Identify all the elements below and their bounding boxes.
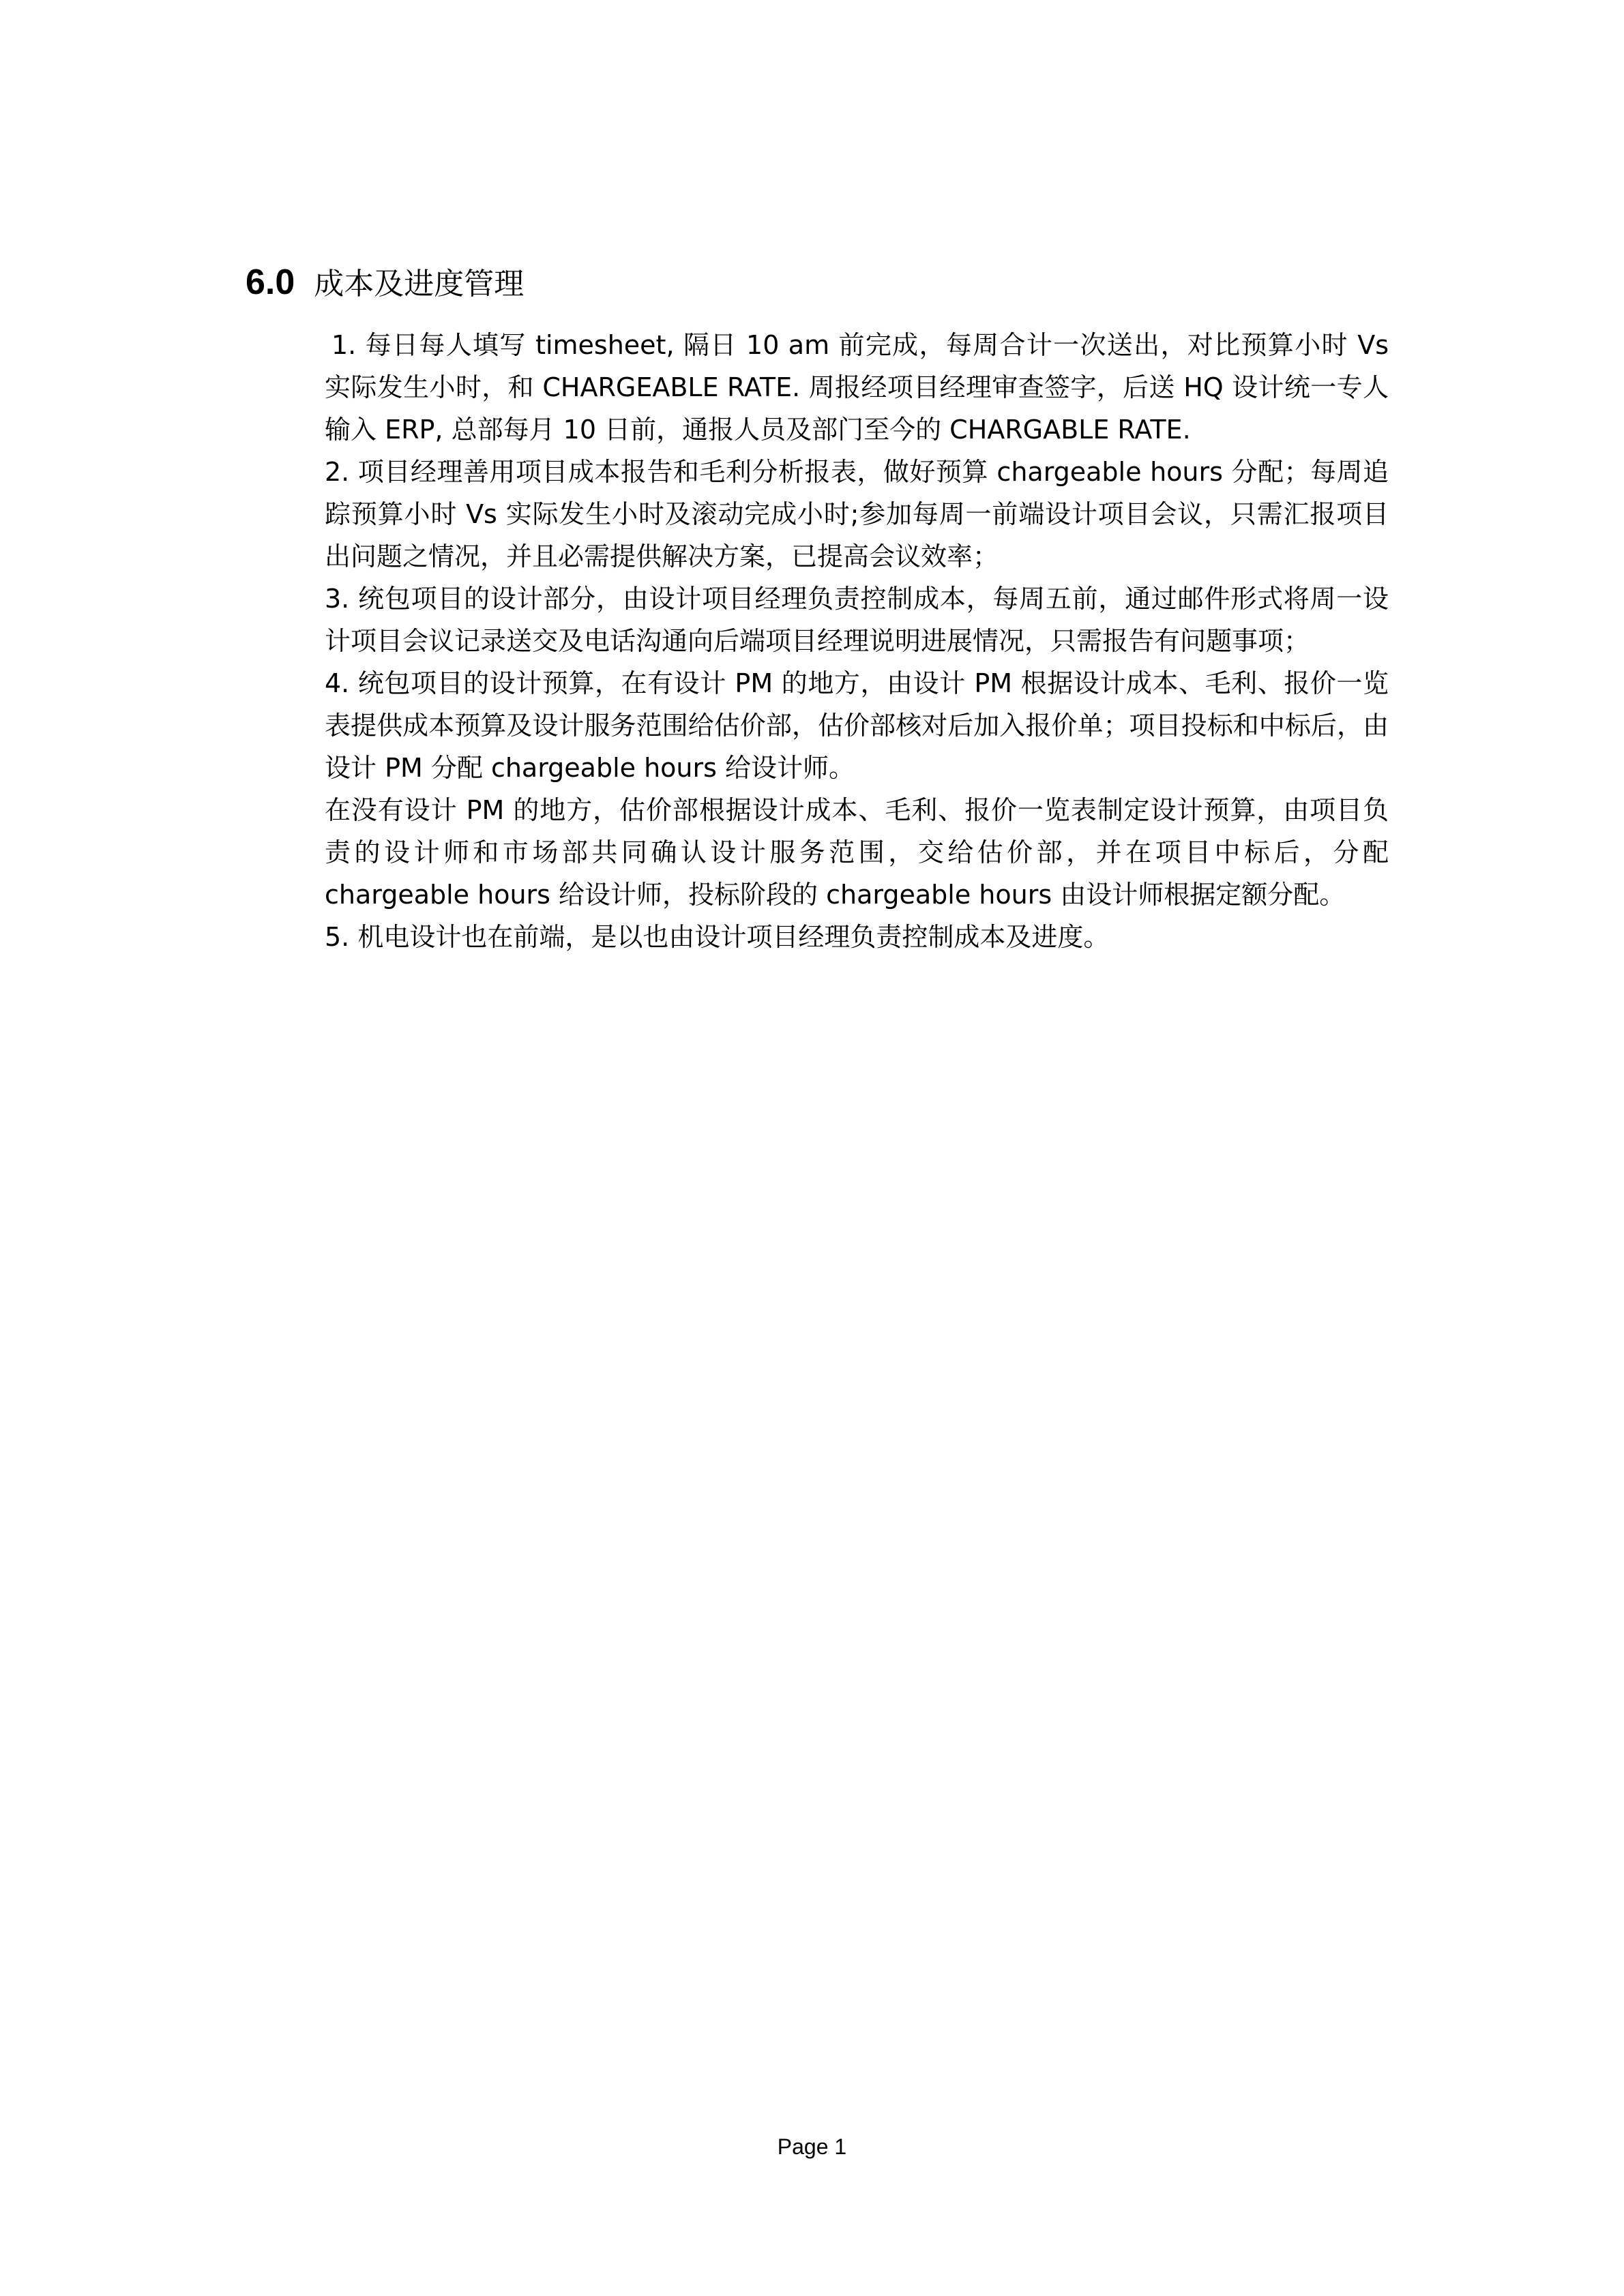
section-title: 成本及进度管理	[314, 267, 525, 301]
section-heading	[246, 259, 524, 303]
paragraph-item-4: 4. 统包项目的设计预算，在有设计 PM 的地方，由设计 PM 根据设计成本、毛利、报价一览表提供成本预算及设计服务范围给估价部，估价部核对后加入报价单；项目投标和中标后，由设计 PM 分配 chargeable hours 给设计师。	[325, 668, 1389, 783]
paragraph-item-1: 1. 每日每人填写 timesheet, 隔日 10 am 前完成，每周合计一次送出，对比预算小时 Vs 实际发生小时，和 CHARGEABLE RATE. 周报经项目经理审查签字，后送 HQ 设计统一专人输入 ERP, 总部每月 10 日前，通报人员及部门至今的 CHARGABLE RATE.	[325, 330, 1389, 445]
paragraph-item-2: 2. 项目经理善用项目成本报告和毛利分析报表，做好预算 chargeable hours 分配；每周追踪预算小时 Vs 实际发生小时及滚动完成小时;参加每周一前端设计项目会议，只需汇报项目出问题之情况，并且必需提供解决方案，已提高会议效率；	[325, 457, 1389, 571]
page-number-footer: Page 1	[777, 2134, 847, 2159]
paragraph-item-4-continued: 在没有设计 PM 的地方，估价部根据设计成本、毛利、报价一览表制定设计预算，由项目负责的设计师和市场部共同确认设计服务范围，交给估价部，并在项目中标后，分配 chargeable hours 给设计师，投标阶段的 chargeable hours 由设计师根据定额分配。	[325, 795, 1389, 910]
section-body	[325, 324, 1389, 958]
paragraph-item-3: 3. 统包项目的设计部分，由设计项目经理负责控制成本，每周五前，通过邮件形式将周一设计项目会议记录送交及电话沟通向后端项目经理说明进展情况，只需报告有问题事项；	[325, 584, 1389, 656]
paragraph-item-5: 5. 机电设计也在前端，是以也由设计项目经理负责控制成本及进度。	[325, 922, 1110, 952]
section-number: 6.0	[246, 263, 295, 302]
